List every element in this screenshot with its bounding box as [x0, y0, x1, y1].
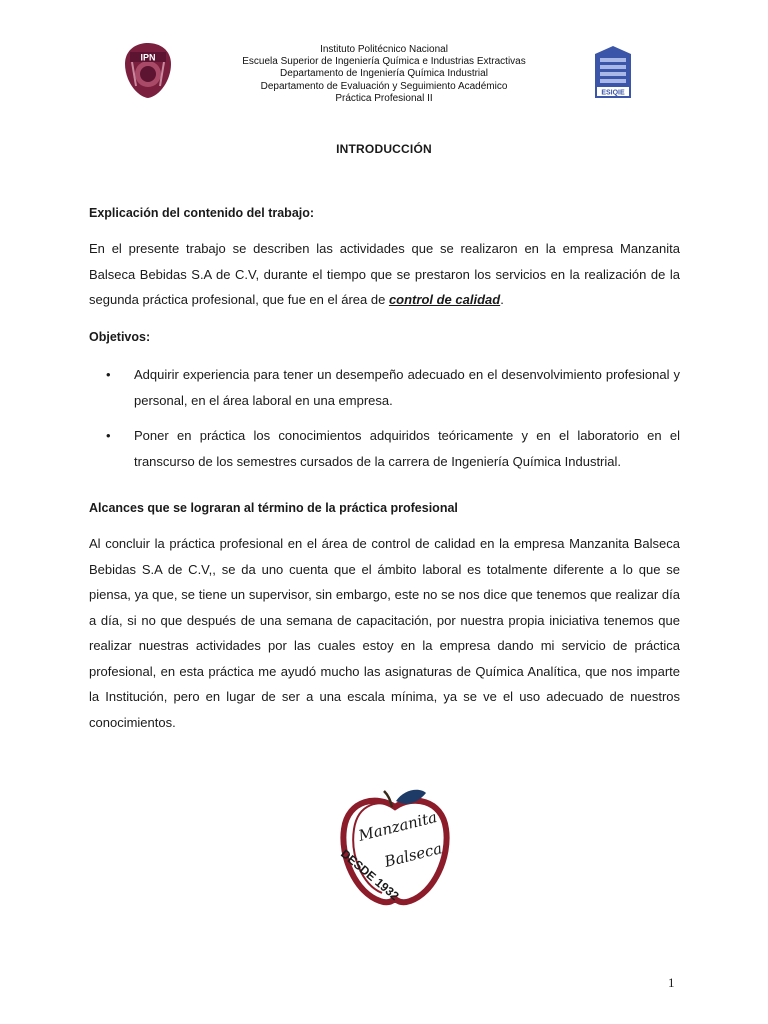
svg-text:Manzanita: Manzanita [356, 808, 439, 845]
emphasis-text: control de calidad [388, 292, 501, 307]
svg-text:IPN: IPN [140, 52, 156, 63]
bullet-icon: • [106, 428, 111, 443]
bullet-icon: • [106, 367, 111, 382]
esiqie-logo [591, 44, 635, 100]
section-heading-objetivos: Objetivos: [89, 330, 151, 344]
paragraph-text: En el presente trabajo se describen las actividades que se realizaron en la empresa Manzanita Balseca Bebidas S.A de C.V, durante el tiempo que se prestaron los servicios en la realización de la segunda práctica profesional, que fue en el área de [89, 241, 680, 307]
list-item-text: Adquirir experiencia para tener un desempeño adecuado en el desenvolvimiento profesional y personal, en el área laboral en una empresa. [134, 367, 680, 408]
header-institution-lines [200, 44, 568, 105]
svg-text:Balseca: Balseca [382, 839, 444, 871]
section-heading-alcances: Alcances que se lograran al término de la práctica profesional [89, 501, 458, 515]
paragraph-text: . [500, 292, 504, 307]
list-item-text: Poner en práctica los conocimientos adquiridos teóricamente y en el laboratorio en el transcurso de los semestres cursados de la carrera de Ingeniería Química Industrial. [134, 428, 680, 469]
section-paragraph-explicacion [89, 236, 680, 313]
header-line: Práctica Profesional II [335, 92, 433, 104]
svg-text:ESIQIE: ESIQIE [601, 89, 625, 97]
header-line: Escuela Superior de Ingeniería Química e Industrias Extractivas [242, 56, 526, 68]
section-heading-explicacion: Explicación del contenido del trabajo: [89, 206, 315, 220]
svg-text:DESDE 1932: DESDE 1932 [338, 846, 402, 904]
manzanita-balseca-logo [330, 785, 460, 915]
header-line: Departamento de Ingeniería Química Industrial [280, 68, 488, 80]
page-number: 1 [668, 975, 675, 990]
header-line: Departamento de Evaluación y Seguimiento Académico [260, 80, 508, 92]
header-line: Instituto Politécnico Nacional [320, 44, 448, 55]
ipn-logo [120, 40, 176, 100]
page-title: INTRODUCCIÓN [336, 142, 432, 156]
section-paragraph-alcances: Al concluir la práctica profesional en el área de control de calidad en la empresa Manzanita Balseca Bebidas S.A de C.V,, se da uno cuenta que el ámbito laboral es totalmente diferente a lo que se piensa, ya que, se tiene un supervisor, sin embargo, este no se nos dice que tenemos que realizar día a día, si no que después de una semana de capacitación, por nuestra propia iniciativa tenemos que realizar nuestras actividades por las cuales estoy en la empresa dando mi servicio de práctica profesional, en esta práctica me ayudó mucho las asignaturas de Química Analítica, que nos imparte la Institución, pero en lugar de ser a una escala mínima, ya se ve el uso adecuado de nuestros conocimientos. [89, 536, 680, 730]
